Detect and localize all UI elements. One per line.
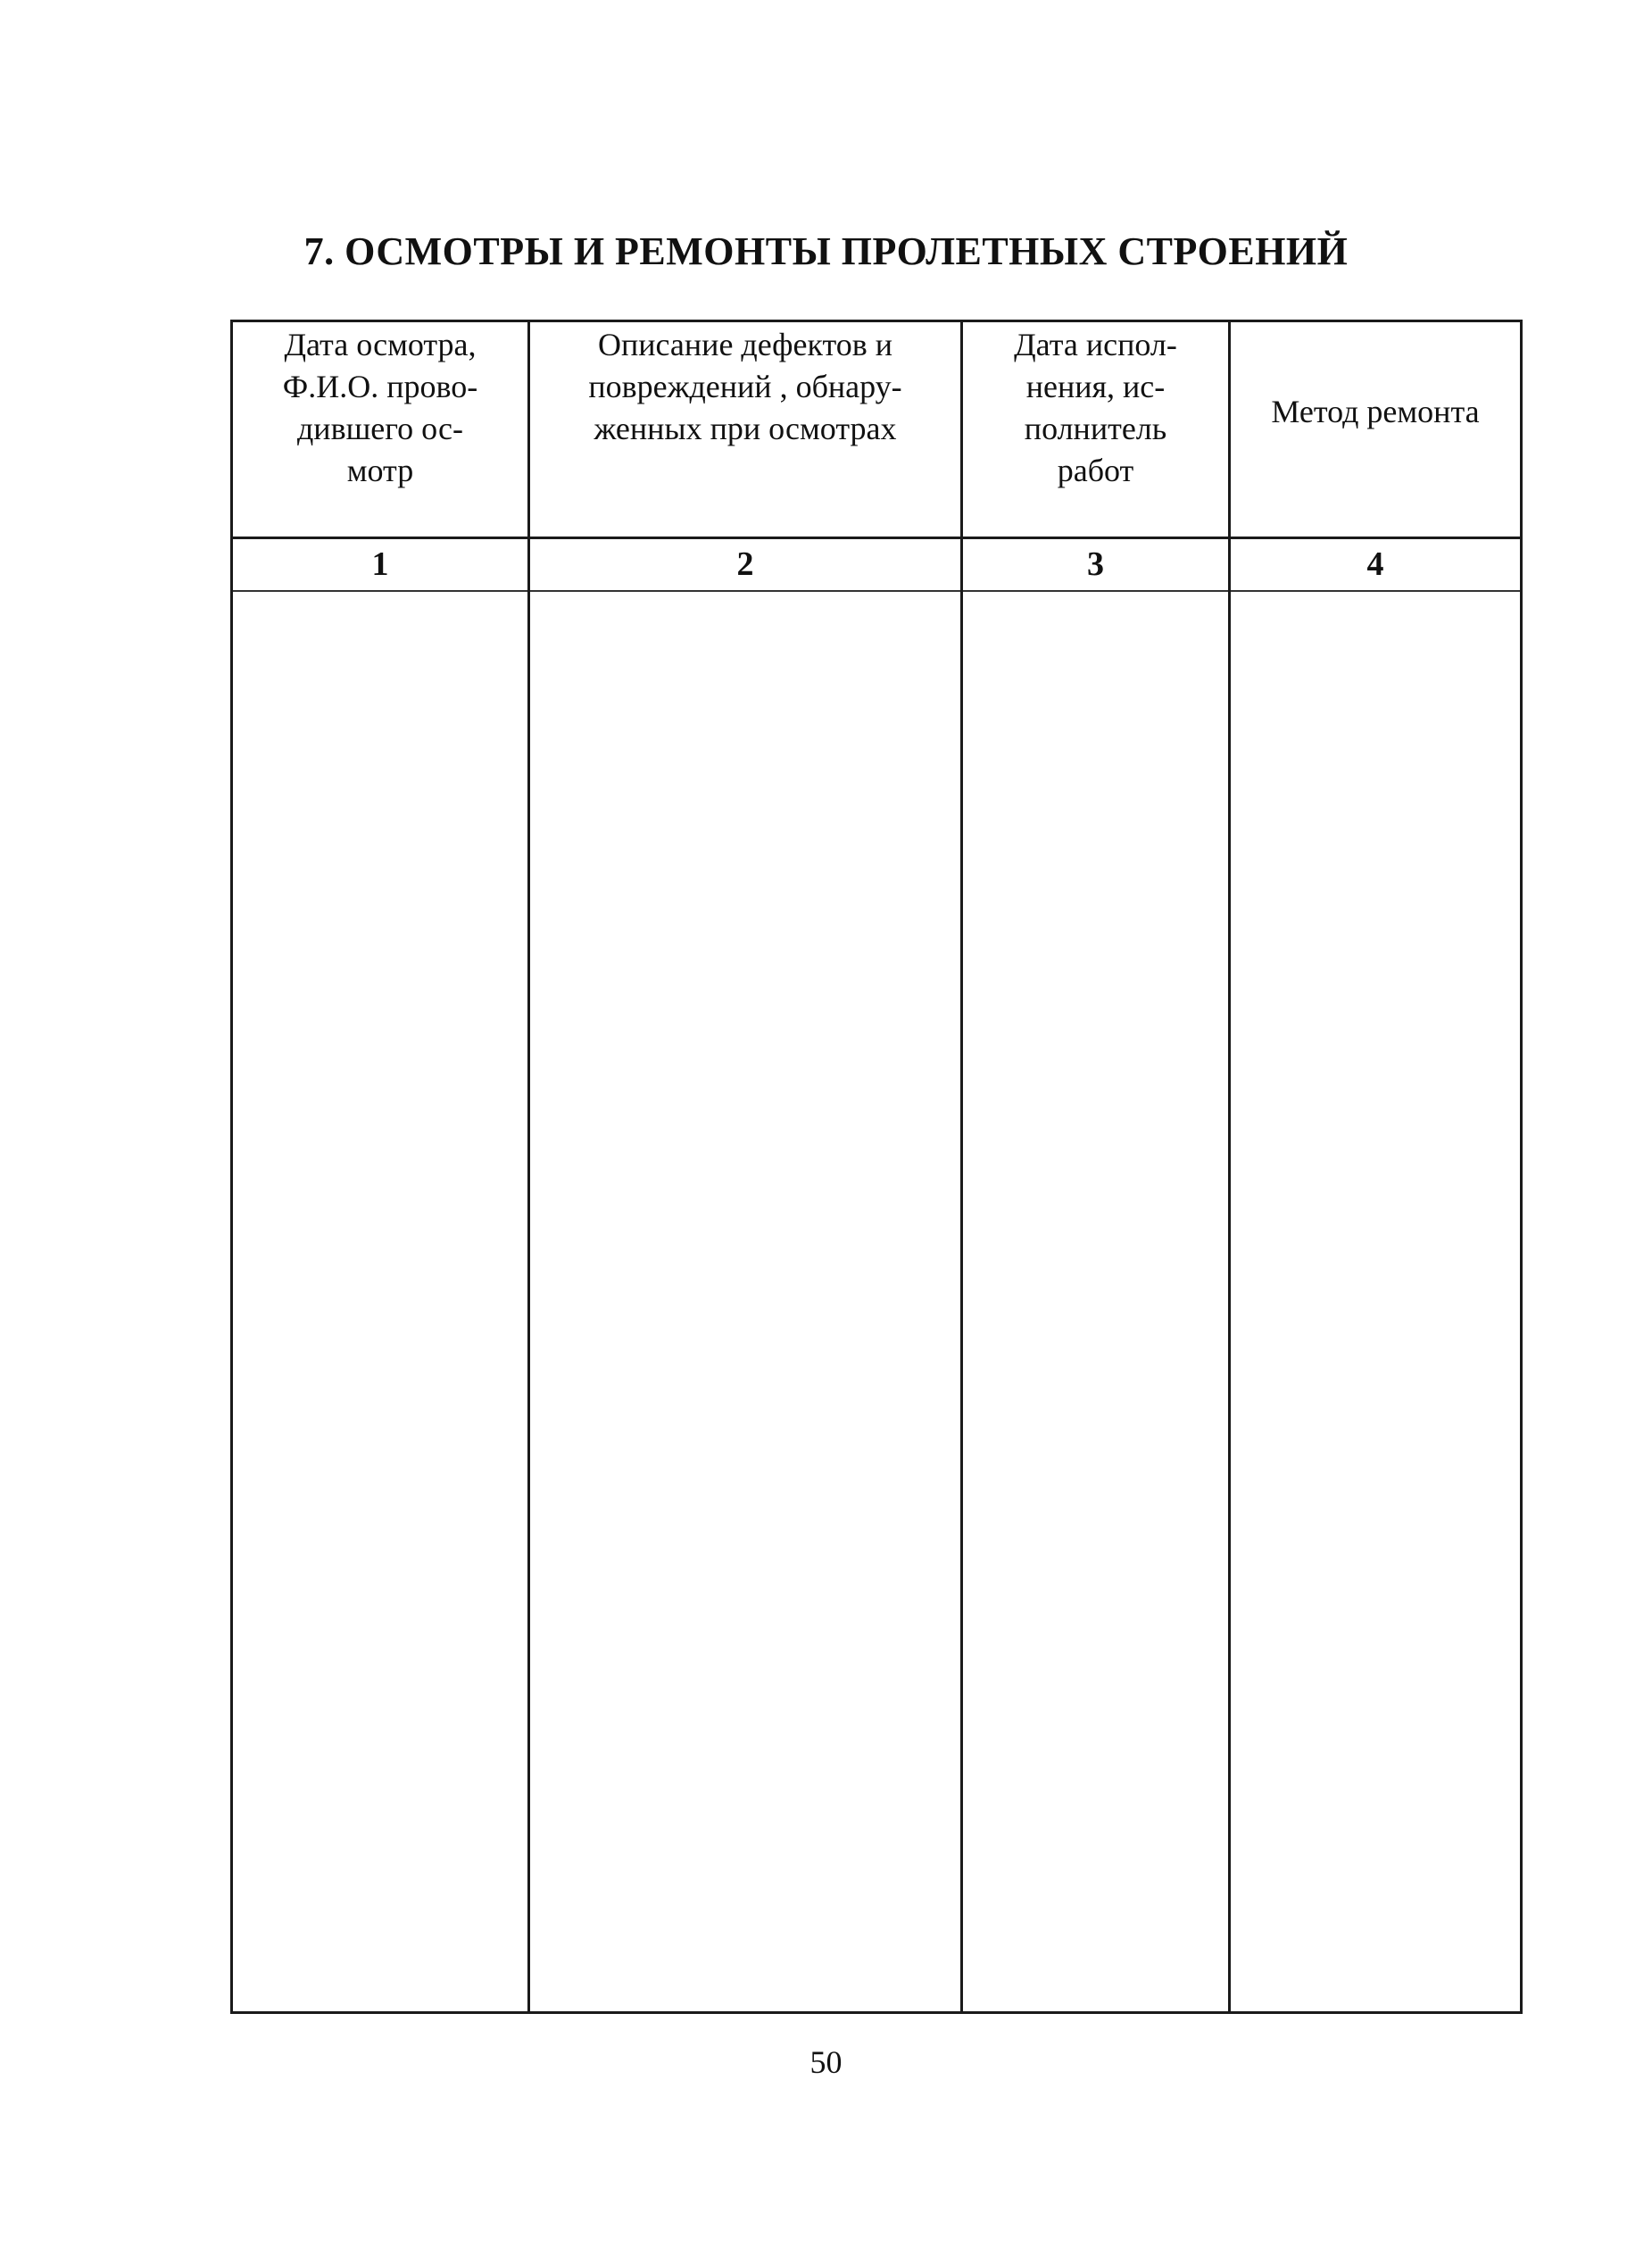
inspection-repair-table [230,320,1523,2014]
column-header-inspection-date: Дата осмотра, Ф.И.О. прово- дившего ос- мотр [282,327,478,488]
table-body-cell [1231,594,1520,2011]
table-body-cell [530,594,960,2011]
column-number-4: 4 [1366,545,1384,583]
table-body-cell [233,594,527,2011]
table-body-cell [963,594,1228,2011]
column-number-1: 1 [371,545,389,583]
column-header-execution-date: Дата испол- нения, ис- полнитель работ [1014,327,1177,488]
column-header-repair-method: Метод ремонта [1271,393,1480,429]
column-header-defect-description: Описание дефектов и повреждений , обнару- женных при осмотрах [588,327,902,446]
column-number-2: 2 [736,545,754,583]
column-number-3: 3 [1087,545,1104,583]
page-title: 7. ОСМОТРЫ И РЕМОНТЫ ПРОЛЕТНЫХ СТРОЕНИЙ [303,229,1349,273]
number-row-divider [233,590,1520,592]
page-number: 50 [809,2044,843,2080]
